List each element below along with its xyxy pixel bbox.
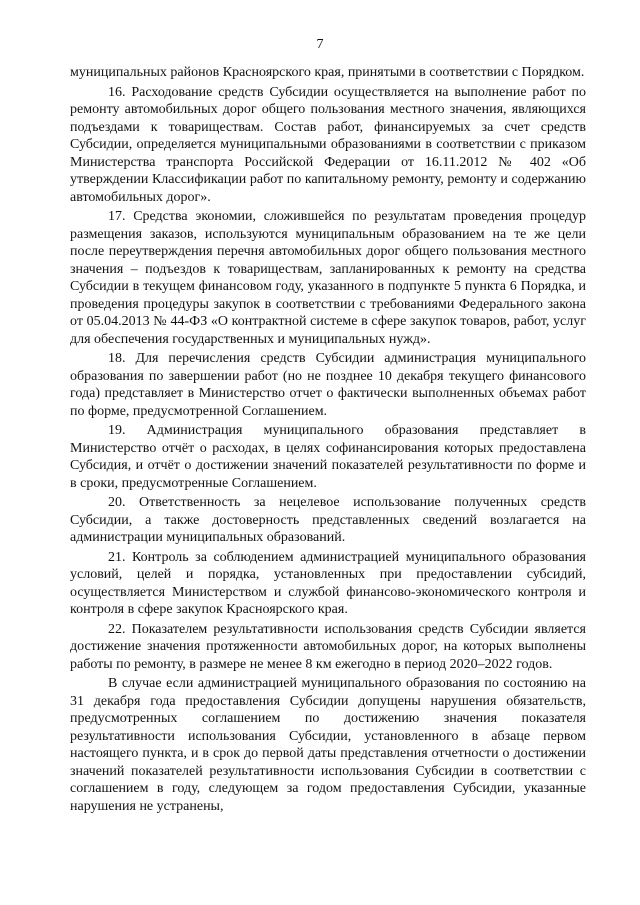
paragraph-17: 17. Средства экономии, сложившейся по результатам проведения процедур размещения заказов, используются муниципальным образованием на те же цели после переутверждения перечня автомобильных дорог общего пользования местного значения – подъездов к товариществам, запланированных к ремонту на средства Субсидии в текущем финансовом году, указанного в подпункте 5 пункта 6 Порядка, и проведения процедуры закупок в соответствии с требованиями Федерального закона от 05.04.2013 № 44-ФЗ «О контрактной системе в сфере закупок товаров, работ, услуг для обеспечения государственных и муниципальных нужд». [70,209,586,347]
paragraph-22-second: В случае если администрацией муниципального образования по состоянию на 31 декабря года предоставления Субсидии допущены нарушения обязательств, предусмотренных соглашением по достижению значения показателя результативности использования Субсидии, установленного в абзаце первом настоящего пункта, и в срок до первой даты представления отчетности о достижении значений показателей результативности использования Субсидии в соответствии с соглашением в году, следующем за годом предоставления Субсидии, указанные нарушения не устранены, [70,676,586,814]
page-number: 7 [316,37,324,52]
paragraph-18: 18. Для перечисления средств Субсидии администрация муниципального образования по завершении работ (но не позднее 10 декабря текущего финансового года) представляет в Министерство отчет о фактически выполненных объемах работ по форме, предусмотренной Соглашением. [70,351,586,419]
document-body [70,64,586,815]
paragraph-16: 16. Расходование средств Субсидии осуществляется на выполнение работ по ремонту автомобильных дорог общего пользования местного значения, являющихся подъездами к товариществам. Состав работ, финансируемых за счет средств Субсидии, определяется муниципальными образованиями в соответствии с приказом Министерства транспорта Российской Федерации от 16.11.2012 № 402 «Об утверждении Классификации работ по капитальному ремонту, ремонту и содержанию автомобильных дорог». [70,84,586,205]
paragraph-continuation: муниципальных районов Красноярского края, принятыми в соответствии с Порядком. [70,65,585,80]
paragraph-21: 21. Контроль за соблюдением администрацией муниципального образования условий, целей и порядка, установленных при предоставлении субсидий, осуществляется Министерством и службой финансово-экономического контроля и контроля в сфере закупок Красноярского края. [70,549,586,617]
paragraph-22: 22. Показателем результативности использования средств Субсидии является достижение значения протяженности автомобильных дорог, на которых выполнены работы по ремонту, в размере не менее 8 км ежегодно в период 2020–2022 годов. [70,621,586,672]
paragraph-19: 19. Администрация муниципального образования представляет в Министерство отчёт о расходах, в целях софинансирования которых предоставлена Субсидия, и отчёт о достижении значений показателей результативности по форме и в сроки, предусмотренные Соглашением. [70,423,586,491]
paragraph-20: 20. Ответственность за нецелевое использование полученных средств Субсидии, а также достоверность представленных сведений возлагается на администрации муниципальных образований. [70,495,586,545]
